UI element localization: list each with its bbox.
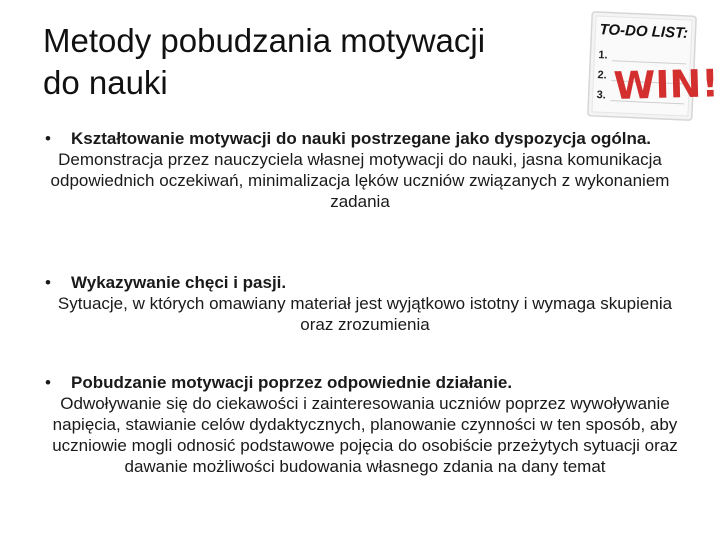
bullet-1 <box>45 128 675 212</box>
bullet-heading: Kształtowanie motywacji do nauki postrzegane jako dyspozycja ogólna. <box>71 129 652 148</box>
title-line-2: do nauki <box>43 64 168 101</box>
bullet-marker: • <box>45 129 51 148</box>
win-stamp: WIN! <box>612 61 720 108</box>
bullet-body: Sytuacje, w których omawiany materiał jest wyjątkowo istotny i wymaga skupienia oraz zrozumienia <box>57 294 673 334</box>
todo-item-1: 1. <box>598 49 608 62</box>
bullet-body: Demonstracja przez nauczyciela własnej motywacji do nauki, jasna komunikacja odpowiednich oczekiwań, minimalizacja lęków uczniów związanych z wykonaniem zadania <box>50 150 670 211</box>
bullet-heading: Pobudzanie motywacji poprzez odpowiednie działanie. <box>71 373 513 392</box>
bullet-marker: • <box>45 373 51 392</box>
slide-title <box>43 20 583 104</box>
bullet-heading: Wykazywanie chęci i pasji. <box>71 273 287 292</box>
todo-list-win-image <box>584 8 720 125</box>
bullet-body: Odwoływanie się do ciekawości i zainteresowania uczniów poprzez wywoływanie napięcia, stawianie celów dydaktycznych, planowanie czynności w ten sposób, aby uczniowie mogli odnosić podstawowe pojęcia do osobiście przeżytych sytuacji oraz dawanie możliwości budowania własnego zdania na dany temat <box>52 394 678 476</box>
todo-item-3: 3. <box>596 89 607 102</box>
todo-item-2: 2. <box>597 69 608 82</box>
bullet-marker: • <box>45 273 51 292</box>
bullet-2 <box>45 272 675 335</box>
todo-header: TO-DO LIST: <box>599 21 689 42</box>
bullet-3 <box>45 372 678 477</box>
title-line-1: Metody pobudzania motywacji <box>43 22 486 59</box>
